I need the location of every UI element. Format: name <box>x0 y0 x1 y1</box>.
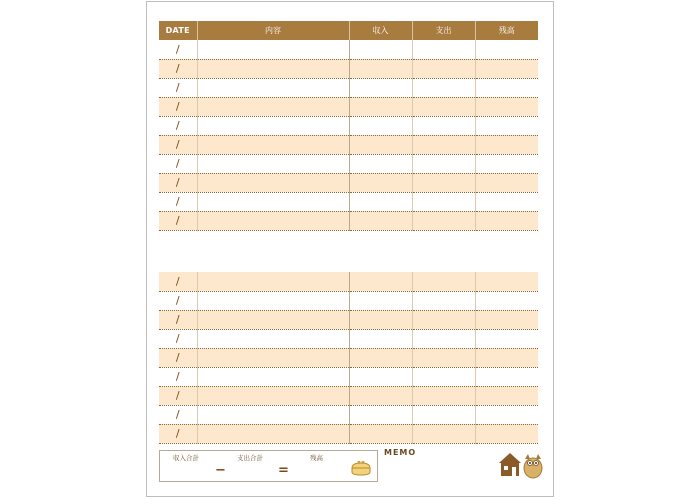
expense-cell[interactable] <box>412 78 475 97</box>
date-cell[interactable]: / <box>159 424 197 443</box>
date-cell[interactable]: / <box>159 154 197 173</box>
table-header <box>159 21 538 40</box>
header-description: 内容 <box>197 21 349 40</box>
table-row <box>159 424 538 443</box>
table-row <box>159 59 538 78</box>
table-row <box>159 211 538 230</box>
income-cell[interactable] <box>349 40 412 59</box>
expense-cell[interactable] <box>412 348 475 367</box>
balance-cell[interactable] <box>475 291 538 310</box>
date-cell[interactable]: / <box>159 192 197 211</box>
table-row <box>159 192 538 211</box>
table-row <box>159 97 538 116</box>
balance-cell[interactable] <box>475 154 538 173</box>
expense-cell[interactable] <box>412 329 475 348</box>
balance-cell[interactable] <box>475 78 538 97</box>
description-cell[interactable] <box>197 348 349 367</box>
balance-cell[interactable] <box>475 116 538 135</box>
owl-icon <box>522 451 544 479</box>
income-cell[interactable] <box>349 348 412 367</box>
date-cell[interactable]: / <box>159 310 197 329</box>
description-cell[interactable] <box>197 59 349 78</box>
income-cell[interactable] <box>349 405 412 424</box>
balance-cell[interactable] <box>475 348 538 367</box>
income-cell[interactable] <box>349 291 412 310</box>
date-cell[interactable]: / <box>159 59 197 78</box>
description-cell[interactable] <box>197 310 349 329</box>
table-row <box>159 405 538 424</box>
expense-cell[interactable] <box>412 272 475 291</box>
balance-cell[interactable] <box>475 59 538 78</box>
expense-cell[interactable] <box>412 135 475 154</box>
description-cell[interactable] <box>197 211 349 230</box>
balance-cell[interactable] <box>475 367 538 386</box>
expense-cell[interactable] <box>412 40 475 59</box>
income-total-label: 収入合計 <box>173 454 199 462</box>
date-cell[interactable]: / <box>159 211 197 230</box>
date-cell[interactable]: / <box>159 329 197 348</box>
income-cell[interactable] <box>349 211 412 230</box>
expense-total-label: 支出合計 <box>237 454 263 462</box>
expense-cell[interactable] <box>412 310 475 329</box>
date-cell[interactable]: / <box>159 405 197 424</box>
income-cell[interactable] <box>349 329 412 348</box>
description-cell[interactable] <box>197 154 349 173</box>
table-row <box>159 386 538 405</box>
header-balance: 残高 <box>475 21 538 40</box>
expense-cell[interactable] <box>412 291 475 310</box>
income-cell[interactable] <box>349 135 412 154</box>
date-cell[interactable]: / <box>159 78 197 97</box>
income-cell[interactable] <box>349 116 412 135</box>
income-cell[interactable] <box>349 192 412 211</box>
expense-cell[interactable] <box>412 211 475 230</box>
description-cell[interactable] <box>197 173 349 192</box>
balance-cell[interactable] <box>475 211 538 230</box>
balance-cell[interactable] <box>475 424 538 443</box>
description-cell[interactable] <box>197 40 349 59</box>
income-cell[interactable] <box>349 272 412 291</box>
description-cell[interactable] <box>197 272 349 291</box>
table-row <box>159 40 538 59</box>
expense-cell[interactable] <box>412 59 475 78</box>
balance-cell[interactable] <box>475 40 538 59</box>
income-cell[interactable] <box>349 173 412 192</box>
income-cell[interactable] <box>349 59 412 78</box>
expense-cell[interactable] <box>412 405 475 424</box>
expense-cell[interactable] <box>412 192 475 211</box>
date-cell[interactable]: / <box>159 116 197 135</box>
table-row <box>159 78 538 97</box>
table-row <box>159 329 538 348</box>
table-row <box>159 135 538 154</box>
description-cell[interactable] <box>197 116 349 135</box>
balance-cell[interactable] <box>475 386 538 405</box>
table-row <box>159 348 538 367</box>
income-cell[interactable] <box>349 78 412 97</box>
header-date: DATE <box>159 21 197 40</box>
description-cell[interactable] <box>197 192 349 211</box>
ledger-table-top <box>159 21 538 231</box>
totals-box <box>159 450 378 482</box>
balance-cell[interactable] <box>475 97 538 116</box>
income-cell[interactable] <box>349 154 412 173</box>
balance-cell[interactable] <box>475 135 538 154</box>
minus-sign: − <box>215 463 226 478</box>
balance-cell[interactable] <box>475 272 538 291</box>
balance-cell[interactable] <box>475 310 538 329</box>
coin-purse-icon <box>350 460 372 476</box>
expense-cell[interactable] <box>412 116 475 135</box>
date-cell[interactable]: / <box>159 97 197 116</box>
balance-cell[interactable] <box>475 173 538 192</box>
table-row <box>159 154 538 173</box>
income-cell[interactable] <box>349 97 412 116</box>
house-icon <box>498 451 522 477</box>
date-cell[interactable]: / <box>159 272 197 291</box>
income-cell[interactable] <box>349 424 412 443</box>
date-cell[interactable]: / <box>159 135 197 154</box>
date-cell[interactable]: / <box>159 291 197 310</box>
memo-label: MEMO <box>384 448 417 457</box>
description-cell[interactable] <box>197 97 349 116</box>
description-cell[interactable] <box>197 424 349 443</box>
description-cell[interactable] <box>197 78 349 97</box>
date-cell[interactable]: / <box>159 40 197 59</box>
date-cell[interactable]: / <box>159 173 197 192</box>
balance-cell[interactable] <box>475 329 538 348</box>
description-cell[interactable] <box>197 386 349 405</box>
description-cell[interactable] <box>197 329 349 348</box>
expense-cell[interactable] <box>412 367 475 386</box>
equals-sign: = <box>278 463 289 478</box>
expense-cell[interactable] <box>412 173 475 192</box>
table-row <box>159 310 538 329</box>
balance-cell[interactable] <box>475 192 538 211</box>
balance-label: 残高 <box>310 454 323 462</box>
table-row <box>159 116 538 135</box>
ledger-table-bottom <box>159 272 538 444</box>
header-expense: 支出 <box>412 21 475 40</box>
expense-cell[interactable] <box>412 97 475 116</box>
description-cell[interactable] <box>197 367 349 386</box>
description-cell[interactable] <box>197 405 349 424</box>
table-row <box>159 367 538 386</box>
income-cell[interactable] <box>349 386 412 405</box>
balance-cell[interactable] <box>475 405 538 424</box>
date-cell[interactable]: / <box>159 348 197 367</box>
expense-cell[interactable] <box>412 424 475 443</box>
header-income: 収入 <box>349 21 412 40</box>
table-row <box>159 272 538 291</box>
date-cell[interactable]: / <box>159 367 197 386</box>
expense-cell[interactable] <box>412 386 475 405</box>
table-row <box>159 291 538 310</box>
date-cell[interactable]: / <box>159 386 197 405</box>
description-cell[interactable] <box>197 135 349 154</box>
expense-cell[interactable] <box>412 154 475 173</box>
description-cell[interactable] <box>197 291 349 310</box>
income-cell[interactable] <box>349 367 412 386</box>
income-cell[interactable] <box>349 310 412 329</box>
table-row <box>159 173 538 192</box>
